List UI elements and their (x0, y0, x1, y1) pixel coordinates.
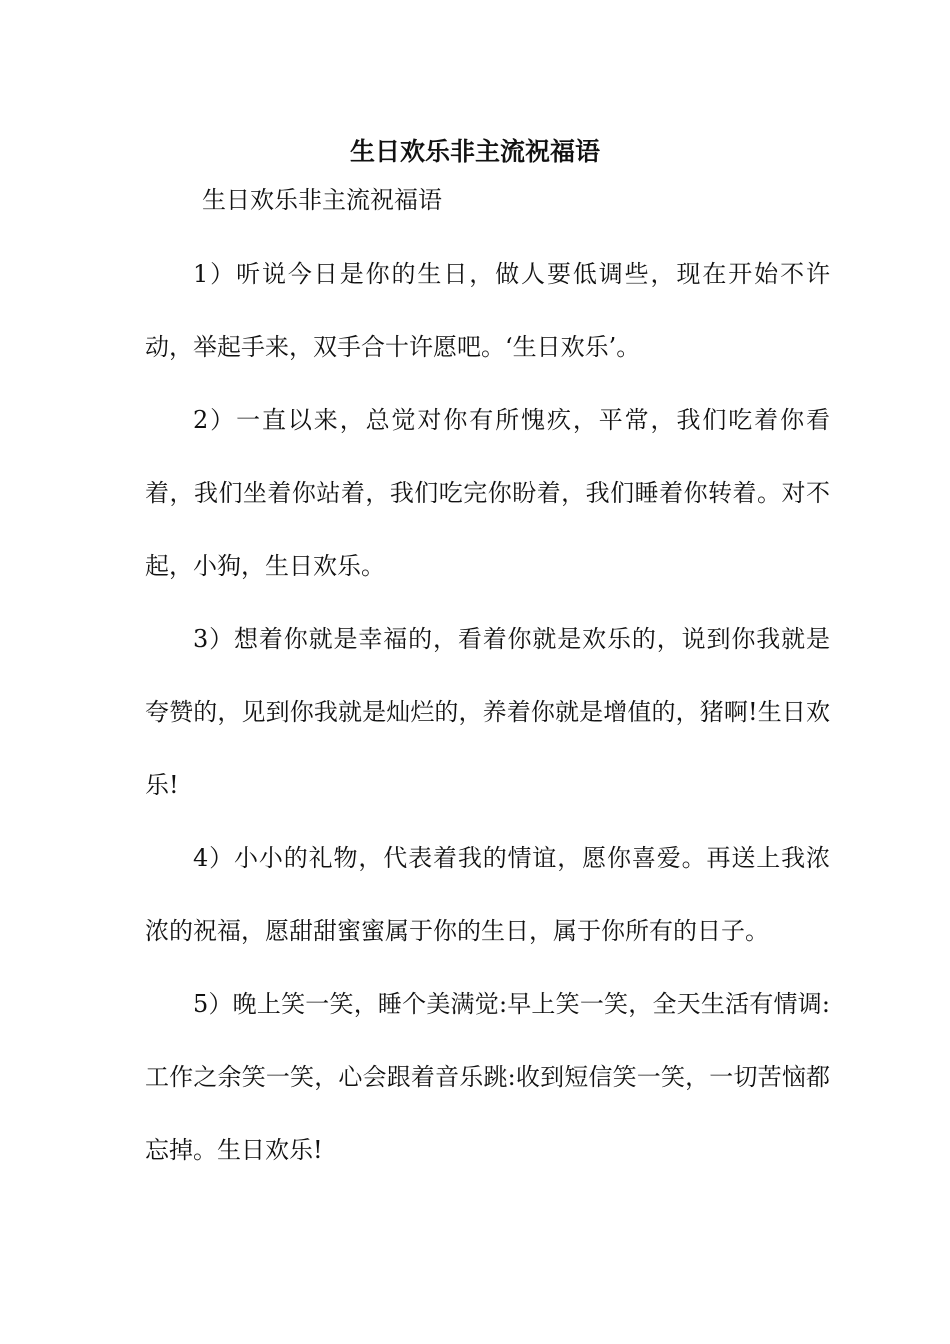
document-title: 生日欢乐非主流祝福语 (349, 137, 600, 166)
paragraph-3: 3）想着你就是幸福的，看着你就是欢乐的，说到你我就是夸赞的，见到你我就是灿烂的，养着你就是增值的，猪啊!生日欢乐! (145, 625, 830, 799)
paragraph-1: 1）听说今日是你的生日，做人要低调些，现在开始不许动，举起手来，双手合十许愿吧。‘生日欢乐’。 (145, 260, 830, 361)
paragraph-4: 4）小小的礼物，代表着我的情谊，愿你喜爱。再送上我浓浓的祝福，愿甜甜蜜蜜属于你的生日，属于你所有的日子。 (145, 844, 830, 945)
document-subtitle: 生日欢乐非主流祝福语 (202, 186, 442, 214)
paragraph-2: 2）一直以来，总觉对你有所愧疚，平常，我们吃着你看着，我们坐着你站着，我们吃完你盼着，我们睡着你转着。对不起，小狗，生日欢乐。 (145, 406, 830, 580)
paragraph-5: 5）晚上笑一笑，睡个美满觉:早上笑一笑，全天生活有情调:工作之余笑一笑，心会跟着音乐跳:收到短信笑一笑，一切苦恼都忘掉。生日欢乐! (145, 990, 830, 1164)
document-body (145, 238, 830, 1187)
